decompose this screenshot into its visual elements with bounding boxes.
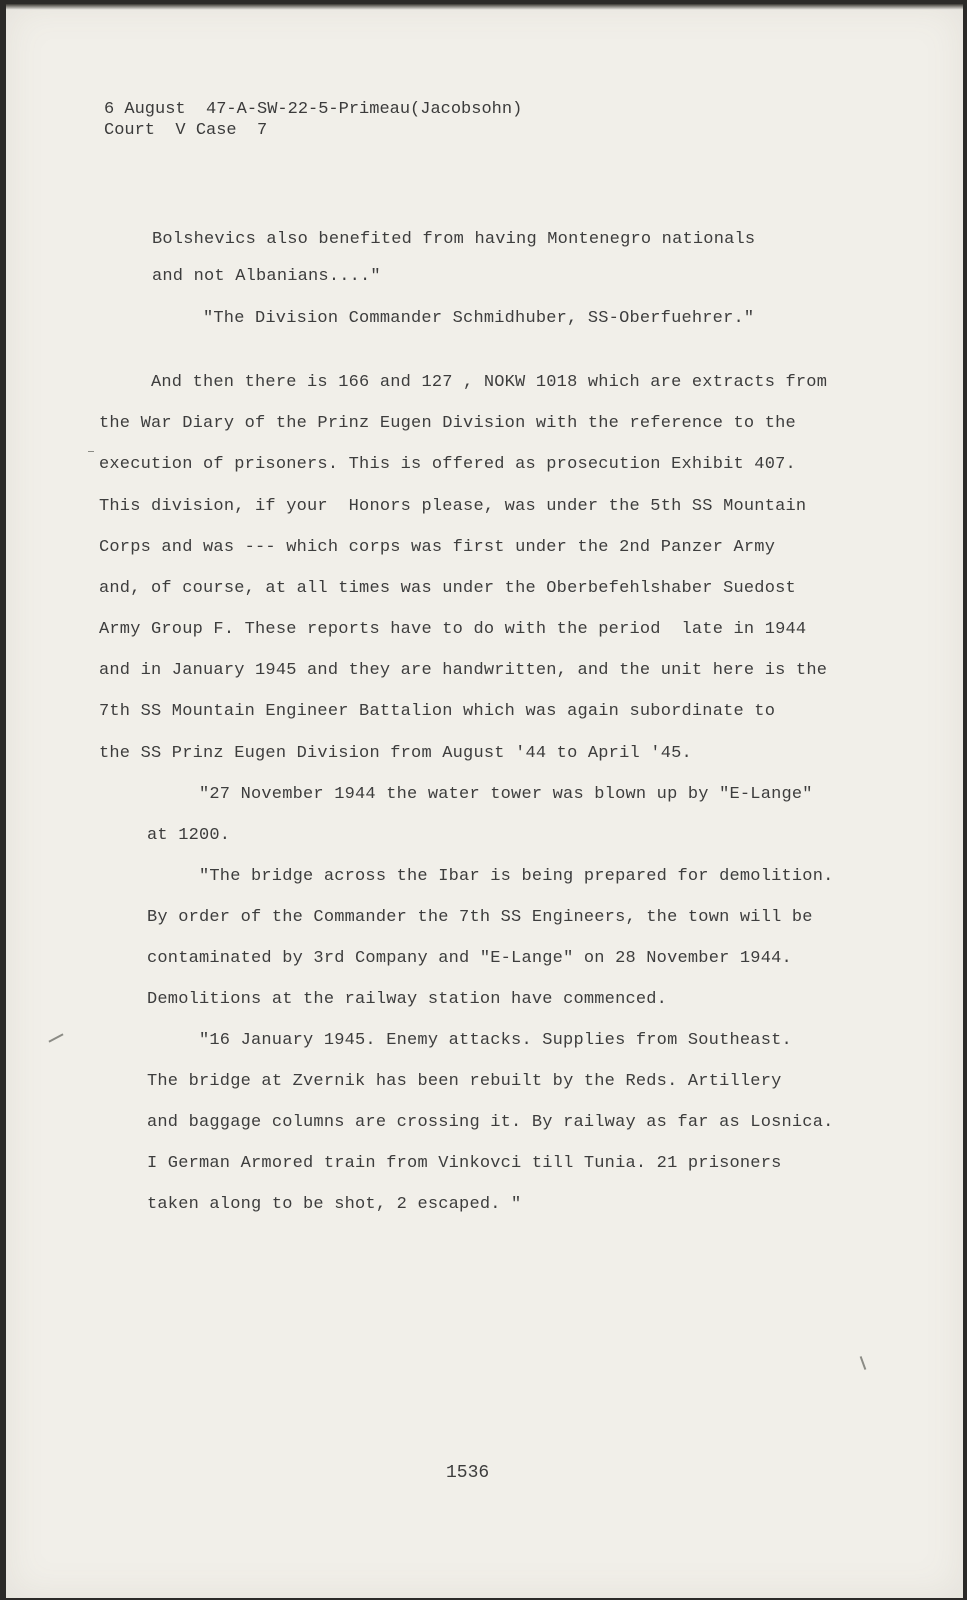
body-line: "The Division Commander Schmidhuber, SS-Oberfuehrer." [203,309,755,328]
body-line: Bolshevics also benefited from having Montenegro nationals [152,230,756,249]
body-line: and, of course, at all times was under the Oberbefehlshaber Suedost [99,579,796,598]
page-number: 1536 [446,1463,490,1483]
body-line: and in January 1945 and they are handwritten, and the unit here is the [99,661,828,680]
body-line: This division, if your Honors please, was under the 5th SS Mountain [99,497,807,516]
body-line: "16 January 1945. Enemy attacks. Supplies from Southeast. [199,1031,792,1050]
body-line: 7th SS Mountain Engineer Battalion which was again subordinate to [99,702,776,721]
body-line: and baggage columns are crossing it. By railway as far as Losnica. [147,1113,834,1132]
body-line: Army Group F. These reports have to do with the period late in 1944 [99,620,807,639]
body-line: Demolitions at the railway station have commenced. [147,990,668,1009]
body-line: I German Armored train from Vinkovci till Tunia. 21 prisoners [147,1154,782,1173]
stray-mark [88,451,94,452]
page-top-edge [6,4,963,10]
body-line: at 1200. [147,826,231,845]
body-line: The bridge at Zvernik has been rebuilt by the Reds. Artillery [147,1072,782,1091]
body-line: And then there is 166 and 127 , NOKW 1018 which are extracts from [151,373,828,392]
body-line: contaminated by 3rd Company and "E-Lange" on 28 November 1944. [147,949,792,968]
body-line: Corps and was --- which corps was first under the 2nd Panzer Army [99,538,776,557]
body-line: "The bridge across the Ibar is being prepared for demolition. [199,867,834,886]
body-line: By order of the Commander the 7th SS Engineers, the town will be [147,908,813,927]
header-court-case: Court V Case 7 [104,121,268,140]
body-line: execution of prisoners. This is offered as prosecution Exhibit 407. [99,455,796,474]
body-line: the SS Prinz Eugen Division from August '44 to April '45. [99,744,692,763]
body-line: taken along to be shot, 2 escaped. " [147,1195,522,1214]
body-line: "27 November 1944 the water tower was blown up by "E-Lange" [199,785,813,804]
body-line: the War Diary of the Prinz Eugen Division with the reference to the [99,414,796,433]
body-line: and not Albanians...." [152,267,381,286]
header-reference: 6 August 47-A-SW-22-5-Primeau(Jacobsohn) [104,100,523,119]
